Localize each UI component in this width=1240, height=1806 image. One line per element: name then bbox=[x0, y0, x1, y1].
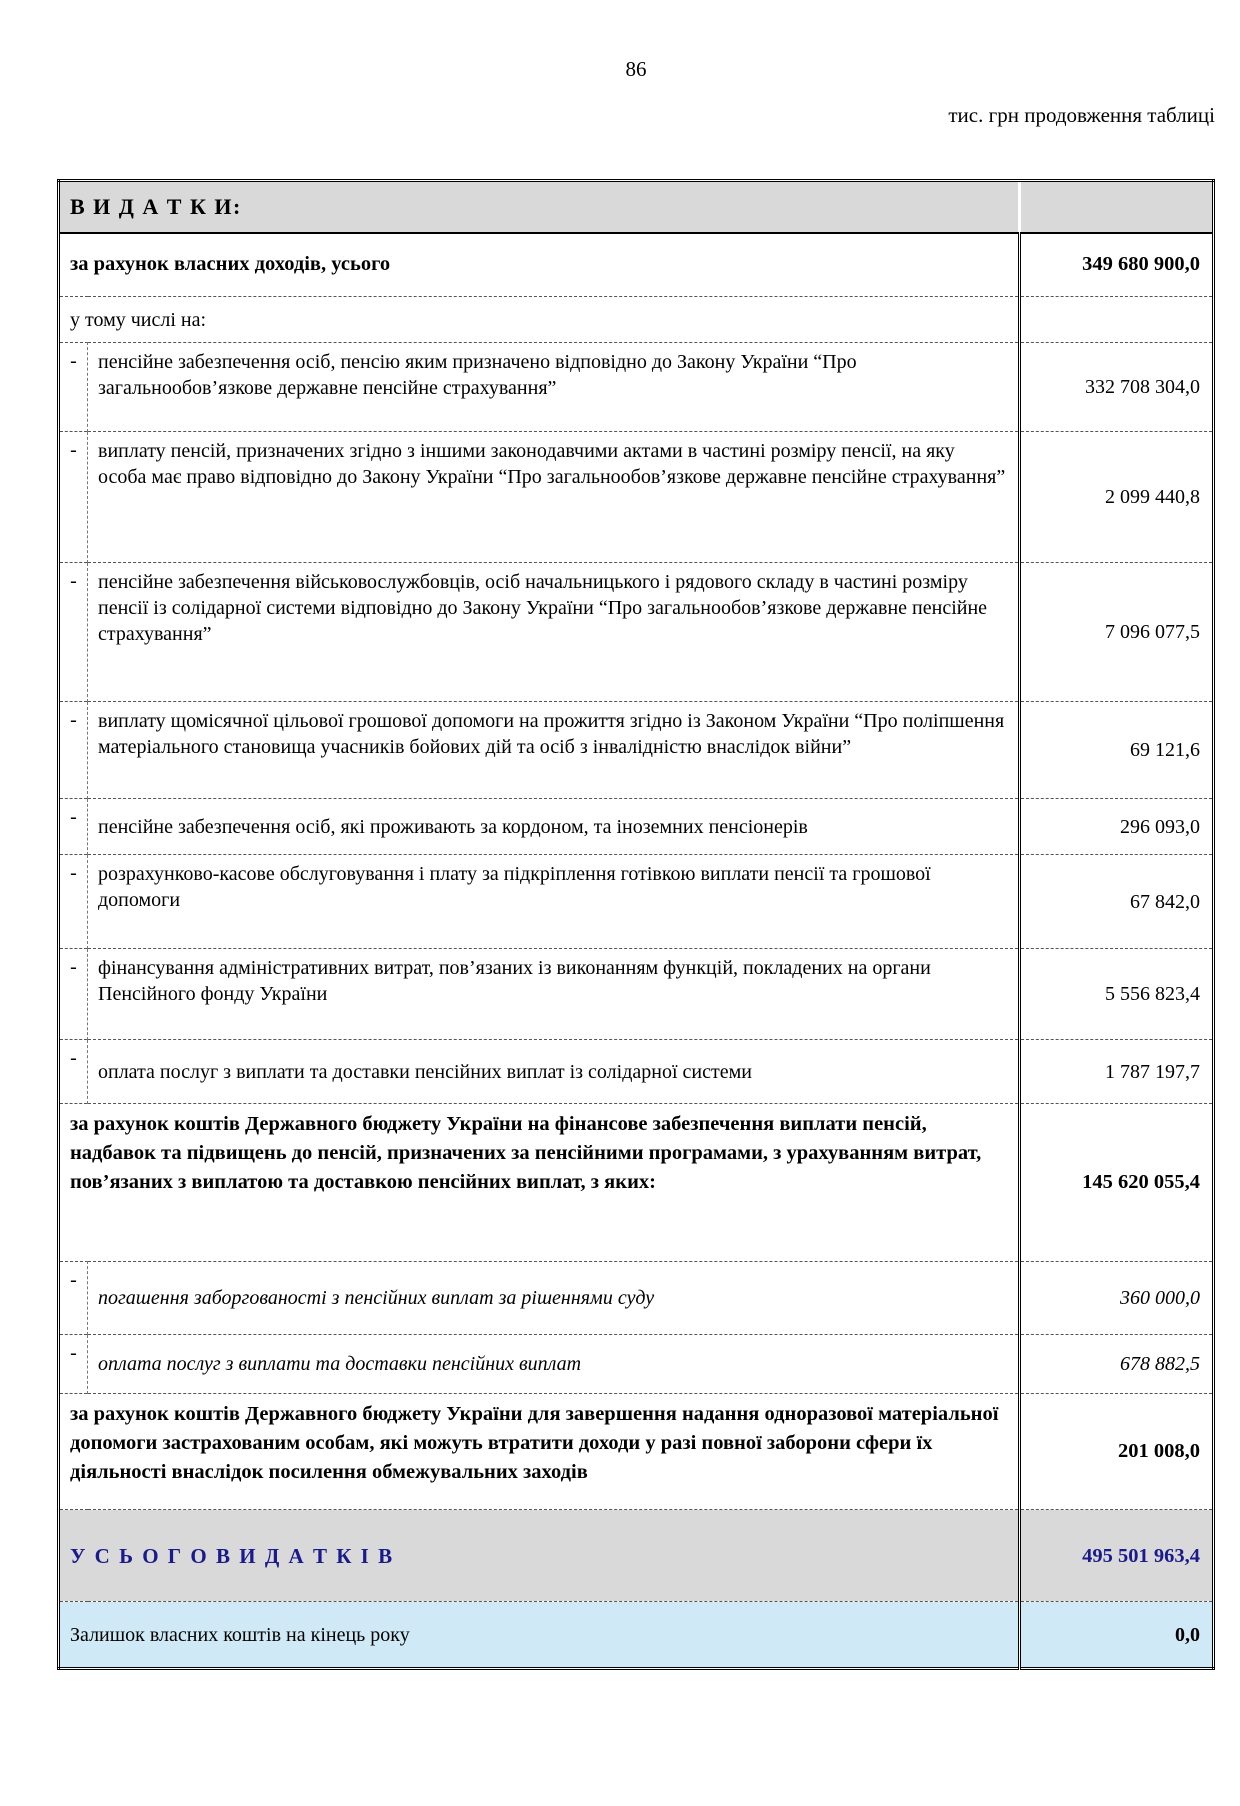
table-row bbox=[59, 563, 1214, 702]
row-bullet: - bbox=[59, 949, 88, 1040]
table-row bbox=[59, 297, 1214, 343]
table-body bbox=[59, 181, 1214, 1669]
row-text: оплата послуг з виплати та доставки пенсійних виплат із солідарної системи bbox=[88, 1040, 1020, 1104]
row-text: за рахунок коштів Державного бюджету України на фінансове забезпечення виплати пенсій, надбавок та підвищень до пенсій, призначених за пенсійними програмами, з урахуванням витрат, пов’язаних з виплатою та доставкою пенсійних виплат, з яких: bbox=[59, 1104, 1020, 1262]
row-text: У С Ь О Г О В И Д А Т К І В bbox=[59, 1510, 1020, 1602]
table-header-row bbox=[59, 181, 1214, 233]
row-bullet: - bbox=[59, 343, 88, 432]
row-text: пенсійне забезпечення військовослужбовців, осіб начальницького і рядового складу в частині розміру пенсії із солідарної системи відповідно до Закону України “Про загальнообов’язкове державне пенсійне страхування” bbox=[88, 563, 1020, 702]
row-value: 2 099 440,8 bbox=[1020, 432, 1214, 563]
row-value: 5 556 823,4 bbox=[1020, 949, 1214, 1040]
row-value: 349 680 900,0 bbox=[1020, 233, 1214, 297]
table-row bbox=[59, 855, 1214, 949]
row-text: виплату щомісячної цільової грошової допомоги на прожиття згідно із Законом України “Про поліпшення матеріального становища учасників бойових дій та осіб з інвалідністю внаслідок війни” bbox=[88, 702, 1020, 799]
table-row bbox=[59, 1040, 1214, 1104]
row-value bbox=[1020, 297, 1214, 343]
row-bullet: - bbox=[59, 1040, 88, 1104]
document-page bbox=[57, 0, 1215, 1670]
row-text: у тому числі на: bbox=[59, 297, 1020, 343]
row-bullet: - bbox=[59, 702, 88, 799]
table-row bbox=[59, 343, 1214, 432]
row-value: 495 501 963,4 bbox=[1020, 1510, 1214, 1602]
row-value: 201 008,0 bbox=[1020, 1394, 1214, 1510]
row-value: 360 000,0 bbox=[1020, 1262, 1214, 1335]
table-row bbox=[59, 233, 1214, 297]
table-row bbox=[59, 799, 1214, 855]
row-bullet: - bbox=[59, 563, 88, 702]
table-caption: тис. грн продовження таблиці bbox=[948, 103, 1215, 127]
table-row bbox=[59, 432, 1214, 563]
row-text: фінансування адміністративних витрат, пов’язаних із виконанням функцій, покладених на органи Пенсійного фонду України bbox=[88, 949, 1020, 1040]
table-row bbox=[59, 1394, 1214, 1510]
row-value: 67 842,0 bbox=[1020, 855, 1214, 949]
page-number: 86 bbox=[625, 57, 647, 81]
row-value: 1 787 197,7 bbox=[1020, 1040, 1214, 1104]
row-bullet: - bbox=[59, 855, 88, 949]
table-row bbox=[59, 1335, 1214, 1394]
expenditures-table bbox=[57, 179, 1215, 1670]
row-bullet: - bbox=[59, 432, 88, 563]
row-bullet: - bbox=[59, 1335, 88, 1394]
row-text: за рахунок власних доходів, усього bbox=[70, 253, 391, 276]
row-value: 296 093,0 bbox=[1020, 799, 1214, 855]
table-header-value-cell bbox=[1020, 181, 1214, 233]
row-text: Залишок власних коштів на кінець року bbox=[59, 1602, 1020, 1669]
row-text: погашення заборгованості з пенсійних виплат за рішеннями суду bbox=[88, 1262, 1020, 1335]
table-row bbox=[59, 1602, 1214, 1669]
table-header-label: В И Д А Т К И: bbox=[59, 181, 1020, 233]
row-text: за рахунок коштів Державного бюджету України для завершення надання одноразової матеріальної допомоги застрахованим особам, які можуть втратити доходи у разі повної заборони сфери їх діяльності внаслідок посилення обмежувальних заходів bbox=[59, 1394, 1020, 1510]
row-text: розрахунково-касове обслуговування і плату за підкріплення готівкою виплати пенсії та грошової допомоги bbox=[88, 855, 1020, 949]
row-text: пенсійне забезпечення осіб, які проживають за кордоном, та іноземних пенсіонерів bbox=[88, 799, 1020, 855]
table-row bbox=[59, 949, 1214, 1040]
row-value: 332 708 304,0 bbox=[1020, 343, 1214, 432]
row-text: виплату пенсій, призначених згідно з іншими законодавчими актами в частині розміру пенсії, на яку особа має право відповідно до Закону України “Про загальнообов’язкове державне пенсійне страхування” bbox=[88, 432, 1020, 563]
table-row bbox=[59, 1262, 1214, 1335]
table-row bbox=[59, 1104, 1214, 1262]
table-row bbox=[59, 702, 1214, 799]
row-value: 7 096 077,5 bbox=[1020, 563, 1214, 702]
row-bullet: - bbox=[59, 799, 88, 855]
row-text: пенсійне забезпечення осіб, пенсію яким призначено відповідно до Закону України “Про загальнообов’язкове державне пенсійне страхування” bbox=[88, 343, 1020, 432]
row-bullet: - bbox=[59, 1262, 88, 1335]
row-value: 145 620 055,4 bbox=[1020, 1104, 1214, 1262]
row-value: 0,0 bbox=[1020, 1602, 1214, 1669]
row-text: оплата послуг з виплати та доставки пенсійних виплат bbox=[88, 1335, 1020, 1394]
table-row bbox=[59, 1510, 1214, 1602]
row-value: 69 121,6 bbox=[1020, 702, 1214, 799]
row-value: 678 882,5 bbox=[1020, 1335, 1214, 1394]
